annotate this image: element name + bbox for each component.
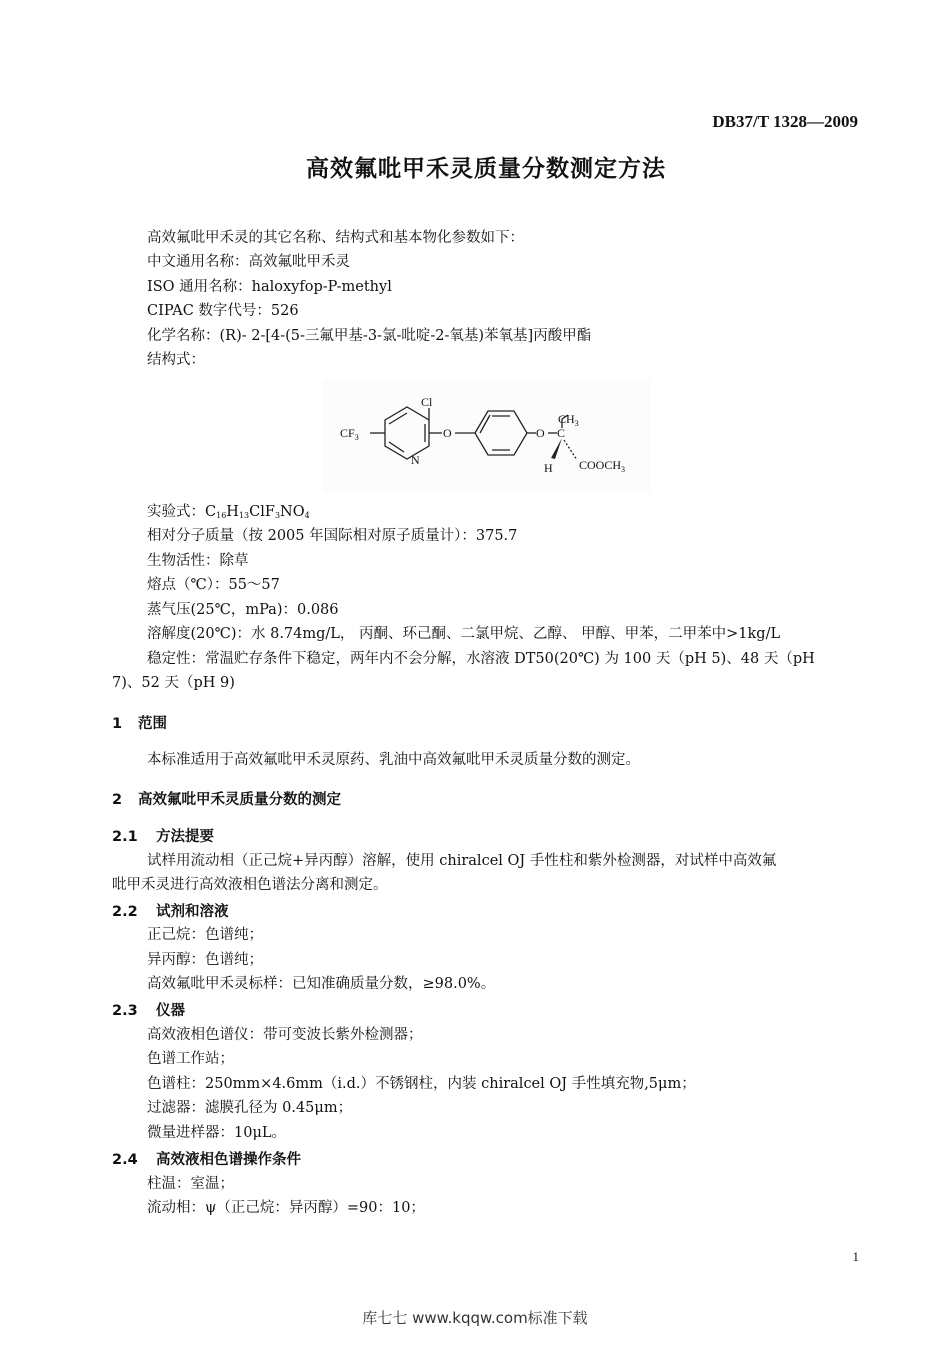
instrument-item: 色谱工作站； <box>147 1051 234 1067</box>
section-1-heading: 1 范围 <box>112 716 167 732</box>
stability-line-2: 7)、52 天（pH 9) <box>112 675 235 691</box>
hash-bond <box>564 440 577 460</box>
cf3-label: $CF_3$ <box>340 426 359 442</box>
cipac-code: CIPAC 数字代号：526 <box>147 303 299 319</box>
section-2-2-heading: 2.2 试剂和溶液 <box>112 904 229 920</box>
section-1-body: 本标准适用于高效氟吡甲禾灵原药、乳油中高效氟吡甲禾灵质量分数的测定。 <box>147 752 640 768</box>
structure-label: 结构式： <box>147 352 205 368</box>
chemical-name: 化学名称：(R)- 2-[4-(5-三氟甲基-3-氯-吡啶-2-氧基)苯氧基]丙酸甲酯 <box>147 328 592 344</box>
structural-formula <box>322 378 650 494</box>
instrument-item: 色谱柱：250mm×4.6mm（i.d.）不锈钢柱，内装 chiralcel OJ 手性填充物,5μm； <box>147 1076 696 1092</box>
vapor-pressure: 蒸气压(25℃，mPa)：0.086 <box>147 602 339 618</box>
reagent-item: 高效氟吡甲禾灵标样：已知准确质量分数，≥98.0%。 <box>147 976 496 992</box>
bio-activity: 生物活性：除草 <box>147 553 249 569</box>
section-2-1-line-2: 吡甲禾灵进行高效液相色谱法分离和测定。 <box>112 877 388 893</box>
condition-item: 流动相：ψ（正己烷：异丙醇）=90：10； <box>147 1200 425 1216</box>
solubility: 溶解度(20℃)：水 8.74mg/L， 丙酮、环己酮、二氯甲烷、乙醇、 甲醇、甲苯，二甲苯中>1kg/L <box>147 626 781 642</box>
reagent-item: 正己烷：色谱纯； <box>147 927 263 943</box>
condition-item: 柱温：室温； <box>147 1176 234 1192</box>
instrument-item: 微量进样器：10μL。 <box>147 1125 287 1141</box>
reagent-item: 异丙醇：色谱纯； <box>147 952 263 968</box>
n-label: N <box>411 453 420 467</box>
page-title: 高效氟吡甲禾灵质量分数测定方法 <box>306 156 666 182</box>
melting-point: 熔点（℃）：55～57 <box>147 577 280 593</box>
section-2-4-heading: 2.4 高效液相色谱操作条件 <box>112 1152 301 1168</box>
section-2-1-heading: 2.1 方法提要 <box>112 829 214 845</box>
molecular-mass: 相对分子质量（按 2005 年国际相对原子质量计）：375.7 <box>147 528 518 544</box>
section-2-heading: 2 高效氟吡甲禾灵质量分数的测定 <box>112 792 341 808</box>
cl-label: Cl <box>421 395 433 409</box>
stability-line-1: 稳定性：常温贮存条件下稳定，两年内不会分解，水溶液 DT50(20℃) 为 100 天（pH 5)、48 天（pH <box>147 651 815 667</box>
h-label: H <box>544 461 553 475</box>
formula-line: 实验式：$C_{16}H_{13}ClF_3NO_4$ <box>147 504 310 520</box>
o1-label: O <box>443 426 452 440</box>
wedge-bond <box>551 438 562 459</box>
section-2-3-heading: 2.3 仪器 <box>112 1003 185 1019</box>
section-2-1-line-1: 试样用流动相（正己烷+异丙醇）溶解，使用 chiralcel OJ 手性柱和紫外检测器，对试样中高效氟 <box>147 853 777 869</box>
footer-watermark: 库七七 www.kqqw.com标准下载 <box>362 1309 588 1327</box>
page-number: 1 <box>852 1249 859 1264</box>
iso-name: ISO 通用名称：haloxyfop-P-methyl <box>147 279 392 295</box>
c-label: C <box>557 426 566 440</box>
o2-label: O <box>536 426 545 440</box>
ch3-label: $CH_3$ <box>558 412 579 428</box>
cn-name: 中文通用名称：高效氟吡甲禾灵 <box>147 254 350 270</box>
standard-number: DB37/T 1328—2009 <box>712 112 858 131</box>
instrument-item: 高效液相色谱仪：带可变波长紫外检测器； <box>147 1027 423 1043</box>
ester-label: $COOCH_3$ <box>579 458 626 474</box>
intro-lead: 高效氟吡甲禾灵的其它名称、结构式和基本物化参数如下： <box>147 230 524 246</box>
instrument-item: 过滤器：滤膜孔径为 0.45μm； <box>147 1100 353 1116</box>
